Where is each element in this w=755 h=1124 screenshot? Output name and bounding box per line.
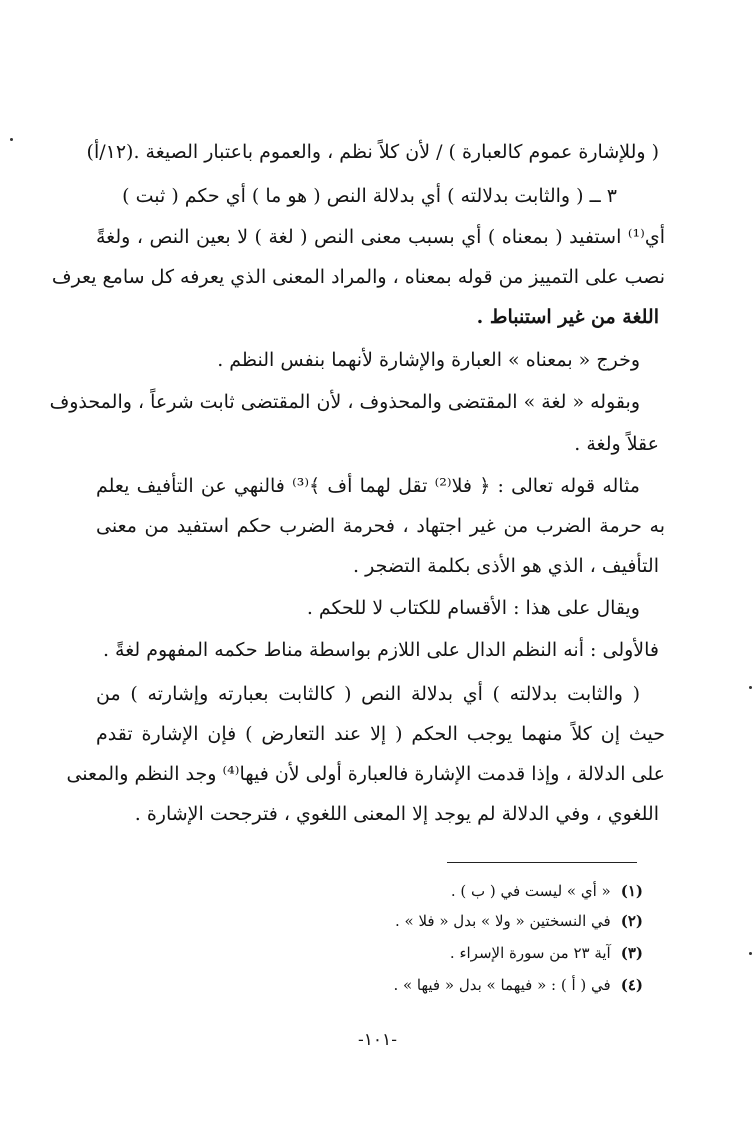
body-line-2: ٣ ــ ( والثابت بدلالته ) أي بدلالة النص ( هو ما ) أي حكم ( ثبت ) xyxy=(122,185,617,207)
body-line-15: حيث إن كلاً منهما يوجب الحكم ( إلا عند التعارض ) فإن الإشارة تقدم xyxy=(96,723,665,745)
body-line-3: أي⁽¹⁾ استفيد ( بمعناه ) أي بسبب معنى النص ( لغة ) لا بعين النص ، ولغةً xyxy=(96,226,665,248)
body-line-7: وبقوله « لغة » المقتضى والمحذوف ، لأن المقتضى ثابت شرعاً ، والمحذوف xyxy=(49,391,640,413)
footnote-number: (١) xyxy=(620,882,643,900)
body-line-4: نصب على التمييز من قوله بمعناه ، والمراد المعنى الذي يعرفه كل سامع يعرف xyxy=(51,266,665,288)
body-line-16: على الدلالة ، وإذا قدمت الإشارة فالعبارة أولى لأن فيها⁽⁴⁾ وجد النظم والمعنى xyxy=(66,763,665,785)
footnote-number: (٢) xyxy=(620,912,643,930)
footnote-1 xyxy=(451,880,643,902)
body-line-17: اللغوي ، وفي الدلالة لم يوجد إلا المعنى اللغوي ، فترجحت الإشارة . xyxy=(134,803,659,825)
footnote-number: (٤) xyxy=(620,976,643,994)
body-line-1: ( وللإشارة عموم كالعبارة ) / لأن كلاً نظم ، والعموم باعتبار الصيغة .(١٢/أ) xyxy=(86,141,659,163)
scan-speck xyxy=(749,952,752,955)
footnote-text: في ( أ ) : « فيهما » بدل « فيها » . xyxy=(393,976,611,994)
footnote-3 xyxy=(450,942,643,964)
footnote-text: في النسختين « ولا » بدل « فلا » . xyxy=(394,912,611,930)
scan-speck xyxy=(10,138,13,141)
body-line-11: التأفيف ، الذي هو الأذى بكلمة التضجر . xyxy=(353,555,659,577)
page-number: -١٠١- xyxy=(358,1030,397,1050)
footnote-text: « أي » ليست في ( ب ) . xyxy=(450,882,611,900)
footnote-text: آية ٢٣ من سورة الإسراء . xyxy=(449,944,611,962)
body-line-12: ويقال على هذا : الأقسام للكتاب لا للحكم . xyxy=(306,597,640,619)
body-line-9: مثاله قوله تعالى : ﴿ فلا⁽²⁾ تقل لهما أف ﴾⁽³⁾ فالنهي عن التأفيف يعلم xyxy=(96,475,640,497)
body-line-5: اللغة من غير استنباط . xyxy=(476,306,659,328)
body-line-10: به حرمة الضرب من غير اجتهاد ، فحرمة الضرب حكم استفيد من معنى xyxy=(96,515,665,537)
body-line-13: فالأولى : أنه النظم الدال على اللازم بواسطة مناط حكمه المفهوم لغةً . xyxy=(102,639,659,661)
body-line-8: عقلاً ولغة . xyxy=(574,433,659,455)
footnote-4 xyxy=(393,974,643,996)
body-line-14: ( والثابت بدلالته ) أي بدلالة النص ( كالثابت بعبارته وإشارته ) من xyxy=(96,683,640,705)
footnote-number: (٣) xyxy=(620,944,643,962)
scan-speck xyxy=(749,686,752,689)
footnote-separator xyxy=(447,862,637,863)
footnote-2 xyxy=(395,910,643,932)
body-line-6: وخرج « بمعناه » العبارة والإشارة لأنهما بنفس النظم . xyxy=(217,349,640,371)
